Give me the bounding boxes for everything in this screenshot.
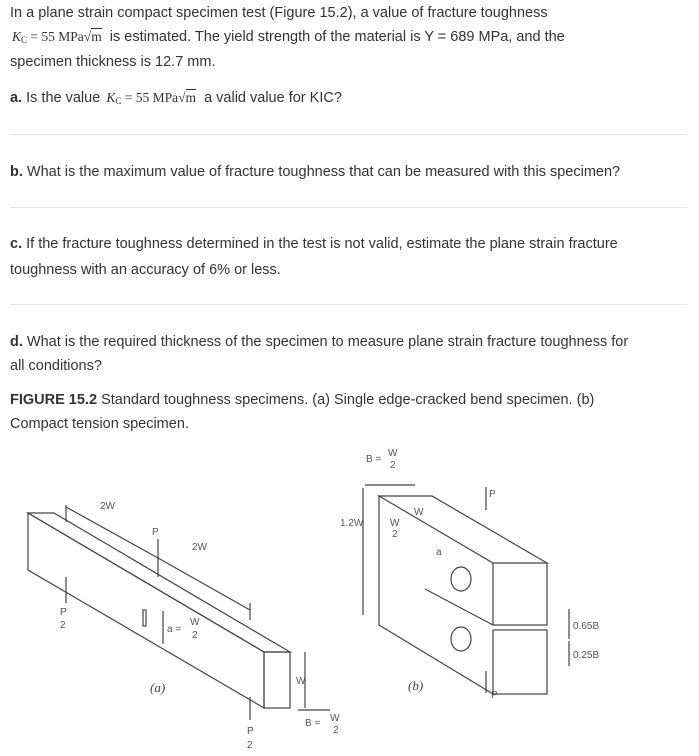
svg-text:2W: 2W bbox=[100, 501, 115, 512]
part-a-label: (a) bbox=[150, 680, 166, 695]
question-b: b. What is the maximum value of fracture toughness that can be measured with this specimen? bbox=[10, 164, 621, 180]
kc-formula: $K_C = 55$ MPa√m bbox=[106, 90, 197, 106]
intro-line-1: In a plane strain compact specimen test (Figure 15.2), a value of fracture toughness bbox=[10, 5, 548, 21]
svg-text:2W: 2W bbox=[192, 542, 207, 553]
svg-text:P: P bbox=[491, 690, 498, 701]
svg-text:0.65B: 0.65B bbox=[573, 621, 600, 632]
question-c: c. If the fracture toughness determined in the test is not valid, estimate the plane strain fracture bbox=[10, 236, 618, 252]
divider bbox=[10, 207, 687, 208]
divider bbox=[10, 134, 687, 135]
svg-text:W: W bbox=[390, 518, 400, 529]
question-d: d. What is the required thickness of the specimen to measure plane strain fracture toughness for bbox=[10, 334, 629, 350]
svg-text:P: P bbox=[247, 726, 254, 737]
svg-text:a =: a = bbox=[167, 624, 182, 635]
svg-text:W: W bbox=[414, 507, 424, 518]
question-c-line-2: toughness with an accuracy of 6% or less. bbox=[10, 262, 281, 278]
svg-text:B =: B = bbox=[305, 718, 321, 729]
question-a: a. Is the value $K_C = 55$ MPa√m a valid value for KIC? bbox=[10, 90, 342, 106]
part-b-label: (b) bbox=[408, 678, 424, 693]
svg-text:2: 2 bbox=[392, 529, 398, 540]
intro-line-2: $K_C = 55$ MPa√m is estimated. The yield strength of the material is Y = 689 MPa, and the bbox=[12, 29, 565, 45]
svg-text:a: a bbox=[436, 547, 442, 558]
svg-text:2: 2 bbox=[192, 630, 198, 641]
divider bbox=[10, 304, 687, 305]
figure-caption-line-2: Compact tension specimen. bbox=[10, 416, 189, 432]
figure-caption: FIGURE 15.2 Standard toughness specimens. (a) Single edge-cracked bend specimen. (b) bbox=[10, 392, 595, 408]
compact-tension-specimen bbox=[340, 448, 599, 701]
svg-text:P: P bbox=[60, 607, 67, 618]
svg-text:P: P bbox=[489, 489, 496, 500]
svg-text:W: W bbox=[296, 676, 306, 687]
specimen-figure bbox=[0, 440, 699, 756]
kc-formula: $K_C = 55$ MPa√m bbox=[12, 29, 102, 45]
svg-text:P: P bbox=[152, 527, 159, 538]
svg-text:2: 2 bbox=[333, 725, 339, 736]
intro-line-3: specimen thickness is 12.7 mm. bbox=[10, 54, 216, 70]
svg-text:2: 2 bbox=[60, 620, 66, 631]
bend-specimen bbox=[28, 501, 340, 751]
svg-text:W: W bbox=[330, 713, 340, 724]
svg-text:W: W bbox=[190, 617, 200, 628]
svg-text:W: W bbox=[388, 448, 398, 459]
svg-text:2: 2 bbox=[247, 740, 253, 751]
svg-text:B =: B = bbox=[366, 454, 382, 465]
question-d-line-2: all conditions? bbox=[10, 358, 102, 374]
svg-text:0.25B: 0.25B bbox=[573, 650, 600, 661]
svg-text:2: 2 bbox=[390, 460, 396, 471]
svg-text:1.2W: 1.2W bbox=[340, 518, 364, 529]
